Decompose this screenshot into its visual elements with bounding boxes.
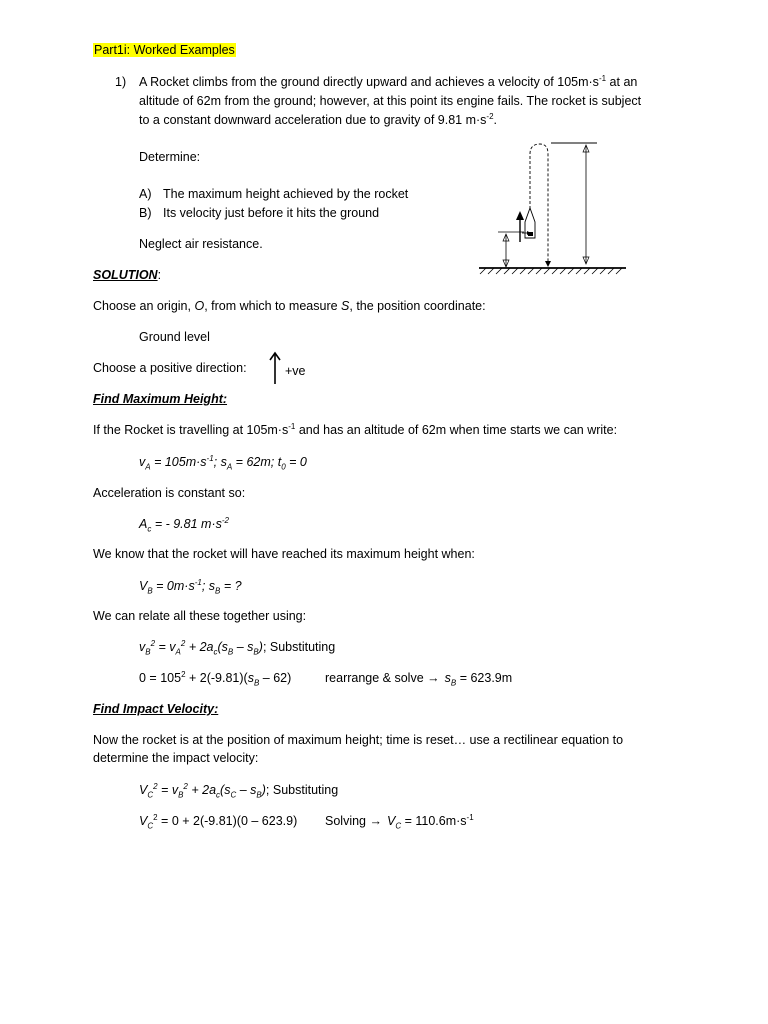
trajectory-path bbox=[530, 144, 548, 266]
positive-direction-label: +ve bbox=[285, 364, 306, 378]
max-height-heading: Find Maximum Height: bbox=[93, 392, 228, 406]
max-height-intro: If the Rocket is travelling at $105m\cdot s^{-1}$ and has an altitude of 62m when time starts we can write: bbox=[93, 421, 618, 437]
impact-velocity-heading: Find Impact Velocity: bbox=[93, 702, 219, 716]
kinematic-equation-substituted: $0 = 105^2 + 2(-9.81)(s_B - 62)$ bbox=[139, 669, 292, 688]
problem-number: 1) bbox=[115, 75, 127, 89]
ground-level-text: Ground level bbox=[139, 330, 210, 344]
problem-line-1: A Rocket climbs from the ground directly upward and achieves a velocity of $105m\cdot s^{-1}$ at an bbox=[139, 73, 638, 89]
impact-equation-substituted: $V_C^2 = 0 + 2(-9.81)(0 - 623.9)$ bbox=[139, 812, 298, 831]
solution-heading: SOLUTION: bbox=[93, 268, 162, 282]
up-arrow-icon bbox=[268, 350, 282, 386]
impact-result: Solving → $V_C = 110.6m\cdot s^{-1}$ bbox=[325, 812, 474, 831]
highlighted-title: Part1i: Worked Examples bbox=[94, 43, 235, 57]
neglect-note: Neglect air resistance. bbox=[139, 237, 263, 251]
problem-line-3: to a constant downward acceleration due to gravity of 9.81 $m\cdot s^{-2}$. bbox=[139, 111, 498, 127]
acceleration-equation: $A_c$ = - 9.81 $m\cdot s^{-2}$ bbox=[139, 515, 229, 534]
initial-conditions-equation: $v_A = 105m\cdot s^{-1}$; $s_A = 62m$; $t_0 = 0$ bbox=[139, 453, 307, 472]
part-a-label: A) bbox=[139, 187, 152, 201]
max-condition-text: We know that the rocket will have reached its maximum height when: bbox=[93, 547, 475, 561]
right-arrow-icon: → bbox=[369, 814, 382, 828]
impact-line-1: Now the rocket is at the position of maximum height; time is reset… use a rectilinear equation to bbox=[93, 733, 624, 747]
determine-label: Determine: bbox=[139, 150, 201, 164]
rocket-trajectory-diagram bbox=[476, 136, 631, 274]
impact-equation-general: $V_C^2 = v_B^2 + 2a_c(s_C - s_B)$; Substituting bbox=[139, 781, 339, 800]
part-b-label: B) bbox=[139, 206, 152, 220]
acceleration-text: Acceleration is constant so: bbox=[93, 486, 246, 500]
max-condition-equation: $V_B = 0m\cdot s^{-1}$; $s_B$ = ? bbox=[139, 577, 242, 596]
impact-line-2: determine the impact velocity: bbox=[93, 751, 259, 765]
relate-text: We can relate all these together using: bbox=[93, 609, 307, 623]
right-arrow-icon: → bbox=[427, 671, 440, 685]
rearrange-solve: rearrange & solve → $s_B = 623.9m$ bbox=[325, 671, 513, 688]
part-a-text: The maximum height achieved by the rocket bbox=[163, 187, 409, 201]
direction-text: Choose a positive direction: bbox=[93, 361, 247, 375]
problem-line-2: altitude of 62m from the ground; however, at this point its engine fails. The rocket is subject bbox=[139, 94, 642, 108]
part-b-text: Its velocity just before it hits the ground bbox=[163, 206, 380, 220]
kinematic-equation-general: $v_B^2 = v_A^2 + 2a_c(s_B - s_B)$; Substituting bbox=[139, 638, 336, 657]
page-title bbox=[93, 42, 236, 58]
origin-text: Choose an origin, O, from which to measure S, the position coordinate: bbox=[93, 299, 486, 313]
